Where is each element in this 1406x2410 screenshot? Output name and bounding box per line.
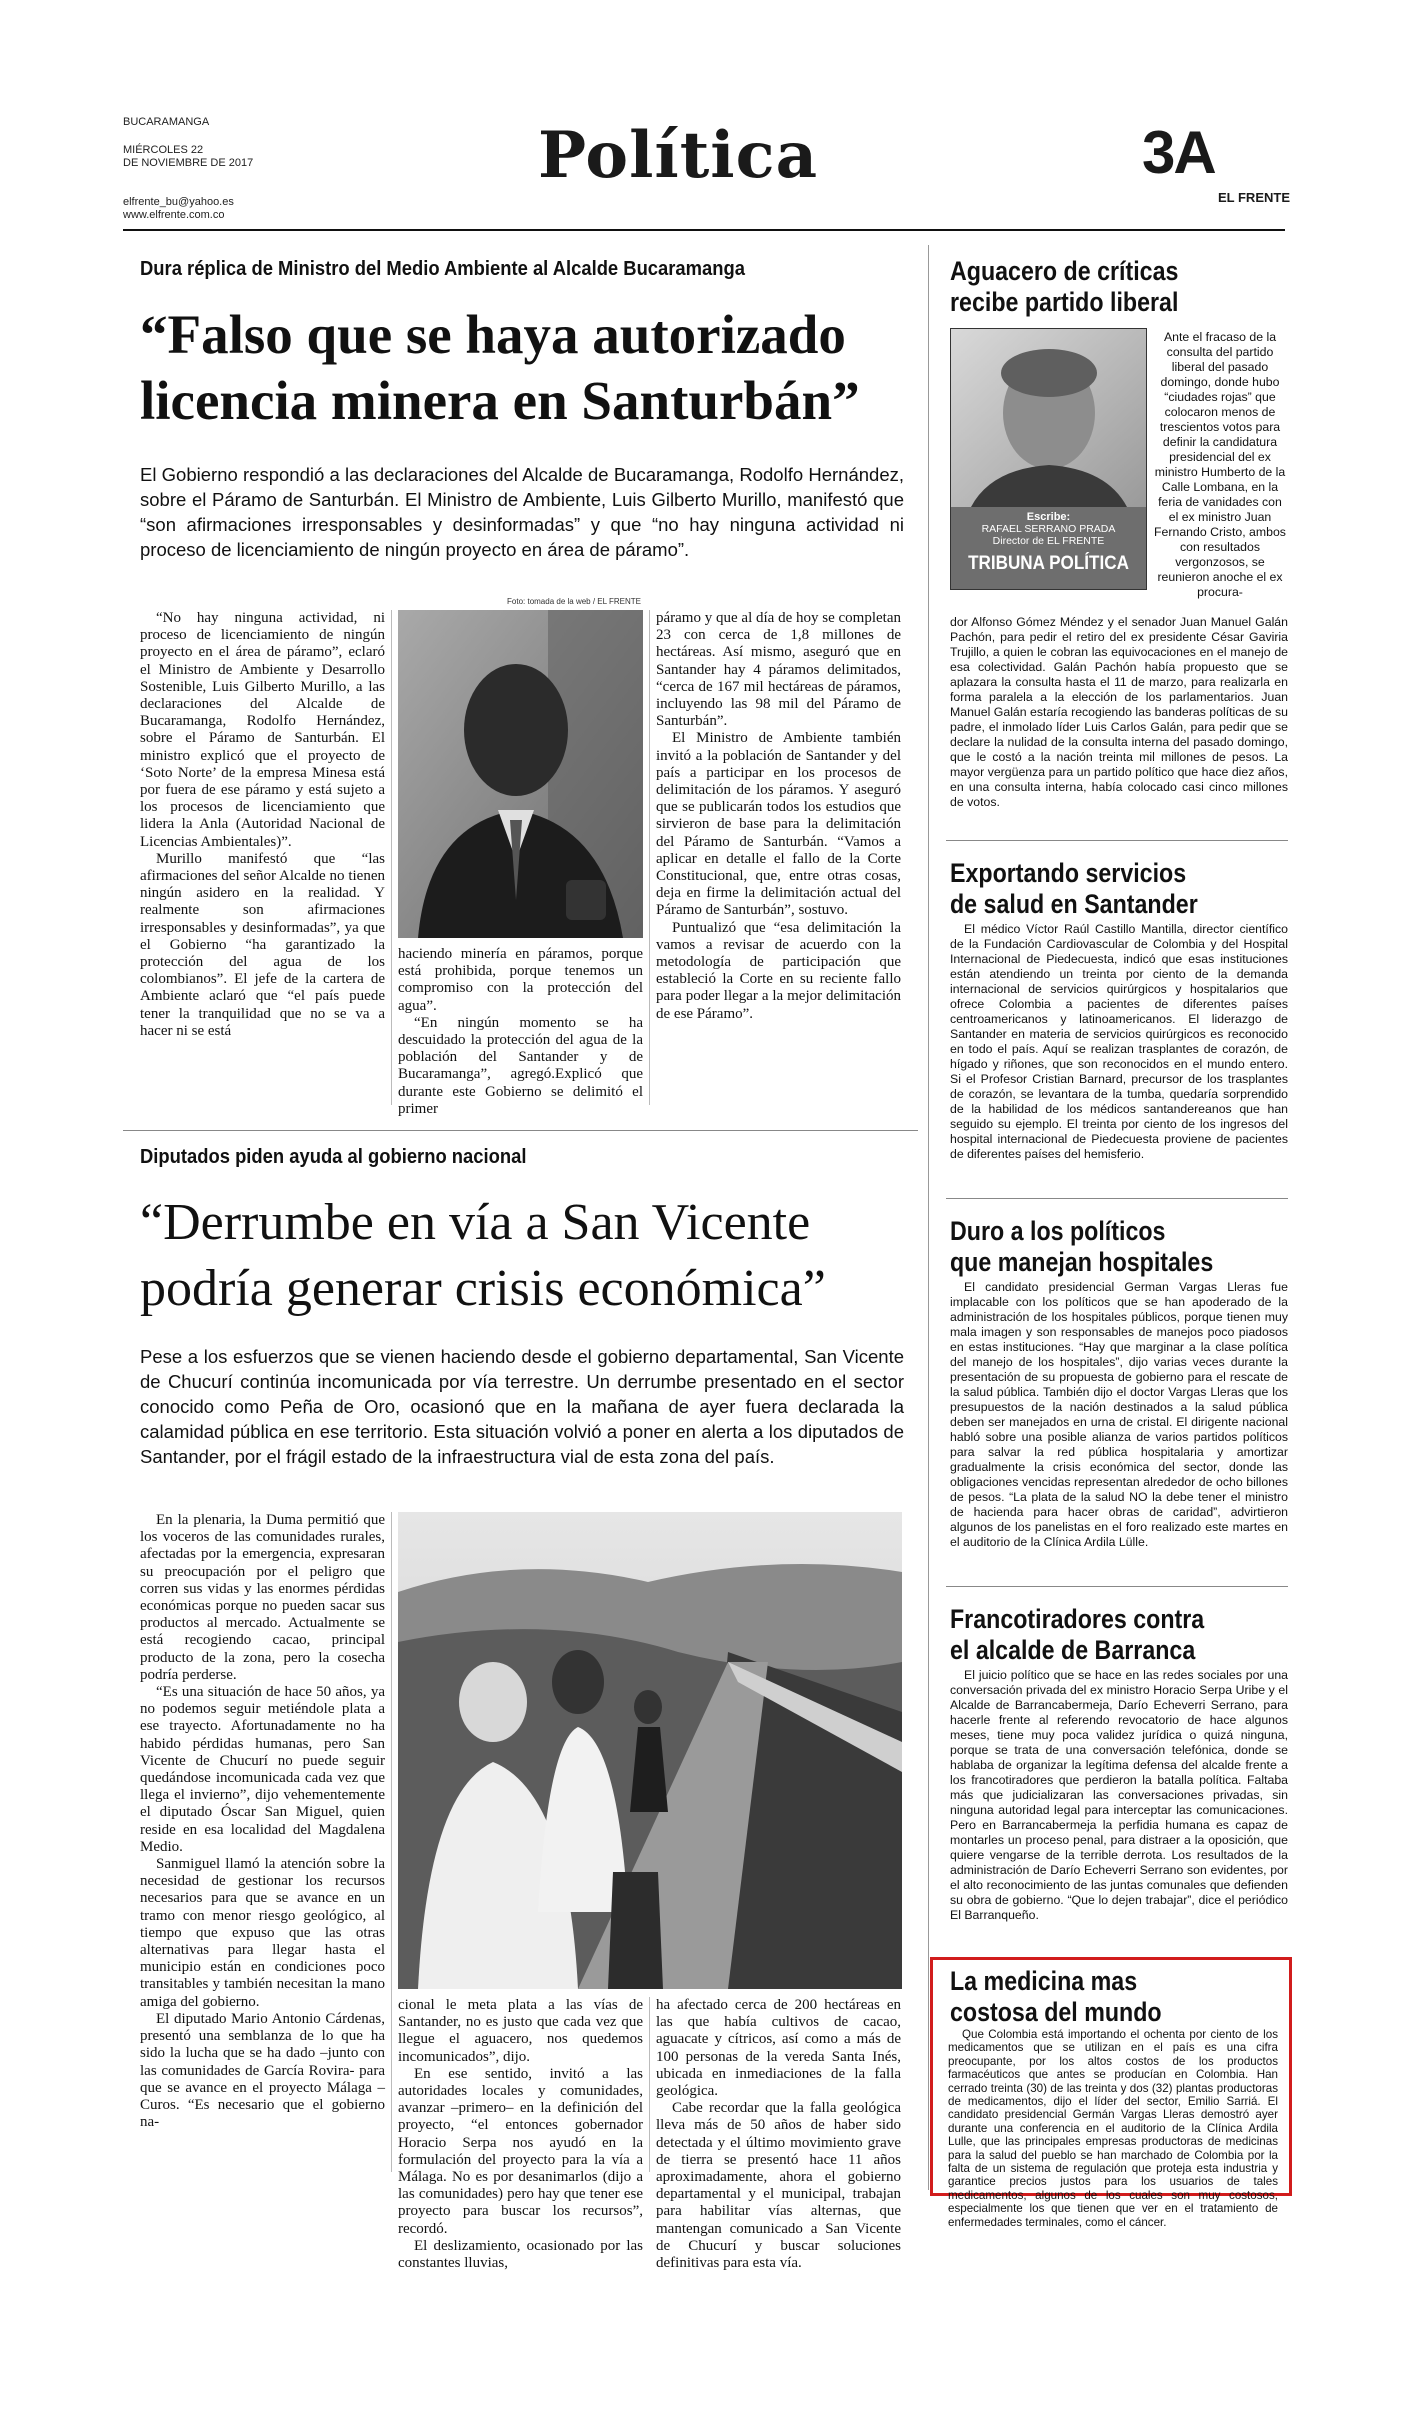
story1-photo-credit: Foto: tomada de la web / EL FRENTE bbox=[507, 597, 641, 606]
paragraph: Murillo manifestó que “las afirmaciones del señor Alcalde no tienen ningún asidero en la realidad. Y realmente son afirmaciones irresponsables y desinformadas”, ya que el Gobierno “ha garantizado la protección del agua de los colombianos”. El jefe de la cartera de Ambiente aclaró que “el país puede tener la tranquilidad que no se va a hacer ni se está bbox=[140, 850, 385, 1039]
header-date-1: MIÉRCOLES 22 bbox=[123, 144, 204, 156]
story1-lede: El Gobierno respondió a las declaraciones del Alcalde de Bucaramanga, Rodolfo Hernández, sobre el Páramo de Santurbán. El Ministro de Ambiente, Luis Gilberto Murillo, manifestó que “son afirmaciones irresponsables y desinformadas” y que “no hay ninguna actividad ni proceso de licenciamiento de ningún proyecto en área de páramo”. bbox=[140, 464, 904, 560]
paragraph: El juicio político que se hace en las redes sociales por una conversación privada del ex ministro Horacio Serpa Uribe y el Alcalde de Barrancabermeja, Darío Echeverri Serrano, para hacerle frente al referendo revocatorio de hace algunos meses, tiene muy poca validez jurídica o quizá ninguna, porque se trata de una conversación telefónica, donde se hablaba de organizar la legítima defensa del alcalde frente a los francotiradores que perdieron la batalla política. Faltaba más que judicializaran las conversaciones privadas, sin ninguna autoridad legal para interceptar las comunicaciones. Pero en Barrancabermeja la perfidia humana es capaz de montarles un proceso penal, para distraer a la oposición, que quiere vengarse de la terrible derrota. Los resultados de la administración de Darío Echeverri Serrano son evidentes, por el alto reconocimiento de las juntas comunales que defienden su obra de gobierno. “Que lo dejen trabajar”, dice el periódico El Barranqueño. bbox=[950, 1668, 1288, 1922]
sidebar-item4-title bbox=[950, 1604, 1204, 1666]
column-rule bbox=[649, 610, 650, 1105]
story2-col3 bbox=[656, 1997, 901, 2272]
story2-headline bbox=[140, 1190, 930, 1322]
title-line: el alcalde de Barranca bbox=[950, 1635, 1196, 1665]
paragraph: Que Colombia está importando el ochenta por ciento de los medicamentos que se utilizan en el país es una cifra preocupante, por los altos costos de los productos farmacéuticos que antes se producían en Colombia. Han cerrado treinta (30) de las treinta y dos (32) plantas productoras de medicamentos, dijo el líder del sector, Emilio Sarriá. El candidato presidencial Germán Vargas Lleras demostró ayer durante una conferencia en el auditorio de la Clínica Ardila Lulle, que las principales empresas productoras de medicinas para la salud del pueblo se han marchado de Colombia por la falta de un sistema de regulación que proteja esta industria y garantice precios justos para los usuarios de tales medicamentos, algunos de los cuales son muy costosos, especialmente los que tienen que ver en el tratamiento de enfermedades terminales, como el cáncer. bbox=[948, 2028, 1278, 2229]
paragraph: En ese sentido, invitó a las autoridades locales y comunidades, avanzar –primero– en la definición del proyecto, “el entonces gobernador Horacio Serpa nos ayudó en la formulación del proyecto para la vía a Málaga. No es por desanimarlos (dijo a las comunidades) pero hay que tener ese proyecto para buscar los recursos”, recordó. bbox=[398, 2065, 643, 2237]
title-line: recibe partido liberal bbox=[950, 287, 1179, 317]
paragraph: “Es una situación de hace 50 años, ya no podemos seguir metiéndole plata a ese trayecto. Afortunadamente no ha habido pérdidas humanas, pero San Vicente de Chucurí no puede seguir quedándose incomunicada cada vez que llega el invierno”, dijo vehementemente el diputado Óscar San Miguel, quien reside en esa localidad del Magdalena Medio. bbox=[140, 1684, 385, 1855]
header-email[interactable]: elfrente_bu@yahoo.es bbox=[123, 196, 234, 208]
header-city: BUCARAMANGA bbox=[123, 116, 210, 128]
section-title: Política bbox=[538, 118, 819, 193]
page-number: 3A bbox=[1142, 119, 1215, 186]
sidebar-separator bbox=[946, 840, 1288, 841]
paragraph: El candidato presidencial German Vargas Lleras fue implacable con los políticos que se han apoderado de la administración de los hospitales públicos, porque tienen muy mala imagen y son responsables de manejos poco piadosos en estas instituciones. “Hay que marginar a la clase política del manejo de los hospitales”, dijo varias veces durante la presentación de su propuesta de gobierno para el rescate de la salud pública. También dijo el doctor Vargas Lleras que los presupuestos de la nación destinados a la salud pública deben ser manejados en urna de cristal. El dirigente nacional habló sobre una posible alianza de varios partidos políticos para salvar la red pública hospitalaria y amortizar gradualmente la crisis económica del sector, donde las obligaciones vencidas representan alrededor de ocho billones de pesos. “La plata de la salud NO la debe tener el ministro de hacienda para hacer obras de caridad”, advirtieron algunos de los panelistas en el foro realizado este martes en el auditorio de la Clínica Ardila Lülle. bbox=[950, 1280, 1288, 1549]
paragraph: El médico Víctor Raúl Castillo Mantilla, director científico de la Fundación Cardiovascular de Colombia y del Hospital Internacional de Piedecuesta, indicó que esas instituciones están atendiendo un treinta por ciento de la demanda internacional de servicios quirúrgicos y hospitalarios que ofrece Colombia a pacientes de diferentes países centroamericanos y latinoamericanos. El liderazgo de Santander en materia de servicios quirúrgicos es reconocido en todo el país. Aquí se realizan trasplantes de corazón, de hígado y riñones, que son reconocidos en el mundo entero. Si el Profesor Cristian Barnard, precursor de los trasplantes de corazón, se levantara de la tumba, quedaría sorprendido de la habilidad de los médicos santandereanos que han seguido su ejemplo. El treinta por ciento de los ingresos del hospital internacional de Piedecuesta proviene de pacientes de diferentes países del hemisferio. bbox=[950, 922, 1288, 1161]
paragraph: El diputado Mario Antonio Cárdenas, presentó una semblanza de lo que ha sido la lucha que se ha dado –junto con las comunidades de García Rovira- para que se avance en el proyecto Málaga – Curos. “Es necesario que el gobierno na- bbox=[140, 2010, 385, 2131]
writes-label: Escribe: bbox=[1026, 511, 1071, 523]
title-line: de salud en Santander bbox=[950, 889, 1198, 919]
brand-label: EL FRENTE bbox=[1218, 190, 1290, 205]
sidebar-item3-text bbox=[950, 1280, 1288, 1550]
author-role: Director de EL FRENTE bbox=[992, 535, 1105, 547]
story1-kicker: Dura réplica de Ministro del Medio Ambiente al Alcalde Bucaramanga bbox=[140, 258, 745, 280]
columnist-portrait bbox=[951, 329, 1146, 507]
landslide-photo bbox=[398, 1512, 902, 1989]
header-web[interactable]: www.elfrente.com.co bbox=[123, 209, 225, 221]
column-name: TRIBUNA POLÍTICA bbox=[968, 553, 1129, 574]
story-separator bbox=[123, 1130, 918, 1131]
minister-photo bbox=[398, 610, 643, 938]
landslide-photo-image bbox=[398, 1512, 902, 1989]
author-name: RAFAEL SERRANO PRADA bbox=[981, 523, 1116, 535]
columnist-caption bbox=[951, 507, 1146, 589]
minister-photo-image bbox=[398, 610, 643, 938]
paragraph: Puntualizó que “esa delimitación la vamos a revisar de acuerdo con la metodología de participación que estableció la Corte en su reciente fallo para poder llegar a la mejor delimitación de ese Páramo”. bbox=[656, 919, 901, 1022]
title-line: costosa del mundo bbox=[950, 1997, 1162, 2027]
paragraph: “En ningún momento se ha descuidado la protección del agua de la población del Santander y de Bucaramanga”, agregó.Explicó que durante este Gobierno se delimitó el primer bbox=[398, 1014, 643, 1117]
sidebar-divider bbox=[928, 245, 929, 2190]
sidebar-separator bbox=[946, 1198, 1288, 1199]
sidebar-item4-text bbox=[950, 1668, 1288, 1923]
story2-kicker: Diputados piden ayuda al gobierno nacional bbox=[140, 1146, 527, 1168]
paragraph: cional le meta plata a las vías de Santander, no es justo que cada vez que llegue el aguacero, nos quedemos incomunicados”, dijo. bbox=[398, 1997, 643, 2065]
sidebar-item2-title bbox=[950, 858, 1198, 920]
sidebar-item2-text bbox=[950, 922, 1288, 1162]
story2-lede: Pese a los esfuerzos que se vienen haciendo desde el gobierno departamental, San Vicente de Chucurí continúa incomunicada por vía terrestre. Un derrumbe presentado en el sector conocido como Peña de Oro, ocasionó que en la mañana de ayer fuera declarada la calamidad pública en ese territorio. Esta situación volvió a poner en alerta a los diputados de Santander, por el frágil estado de la infraestructura vial de esta zona del país. bbox=[140, 1346, 904, 1467]
column-rule bbox=[391, 1512, 392, 2172]
header-rule bbox=[123, 229, 1285, 231]
sidebar-item5-text bbox=[948, 2028, 1278, 2229]
story1-headline bbox=[140, 302, 920, 434]
sidebar-separator bbox=[946, 1586, 1288, 1587]
sidebar-item1-text: dor Alfonso Gómez Méndez y el senador Juan Manuel Galán Pachón, para pedir el retiro del ex presidente César Gaviria Trujillo, a quien le cobran las equivocaciones en el manejo de esa colectividad. Galán Pachón había propuesto que se aplazara la consulta hasta el 11 de marzo, para realizarla en forma paralela a la elección de los parlamentarios. Juan Manuel Galán estaría recogiendo las banderas políticas de su padre, el inmolado líder Luis Carlos Galán, para pedir que se declare la nulidad de la consulta interna del pasado domingo, que le costó a la nación treinta mil millones de pesos. La mayor vergüenza para un partido político que hace diez años, en una consulta interna, había colocado casi cinco millones de votos. bbox=[950, 615, 1288, 809]
column-rule bbox=[649, 1997, 650, 2172]
story1-headline-line1: “Falso que se haya autorizado bbox=[140, 304, 846, 365]
story2-col2 bbox=[398, 1997, 643, 2272]
columnist-portrait-box bbox=[950, 328, 1147, 590]
paragraph: páramo y que al día de hoy se completan 23 con cerca de 1,8 millones de hectáreas. Así mismo, aseguró que en Santander hay 4 páramos delimitados, “cerca de 167 mil hectáreas de páramos, incluyendo las 98 mil del Páramo de Santurbán”. bbox=[656, 610, 901, 730]
title-line: Francotiradores contra bbox=[950, 1604, 1205, 1634]
sidebar-item1-narrow-text: Ante el fracaso de la consulta del partido liberal del pasado domingo, donde hubo “ciudades rojas” que colocaron menos de trescientos votos para definir la candidatura presidencial del ex ministro Humberto de la Calle Lombana, en la feria de vanidades con el ex ministro Juan Fernando Cristo, ambos con resultados vergonzosos, se reunieron anoche el ex procura- bbox=[1154, 330, 1286, 599]
sidebar-item3-title bbox=[950, 1216, 1213, 1278]
column-rule bbox=[391, 610, 392, 1105]
paragraph: “No hay ninguna actividad, ni proceso de licenciamiento de ningún proyecto en el área de páramo”, eclaró el Ministro de Ambiente y Desarrollo Sostenible, Luis Gilberto Murillo, a las declaraciones del Alcalde de Bucaramanga, Rodolfo Hernández, sobre el Páramo de Santurbán. El ministro explicó que el proyecto de ‘Soto Norte’ de la empresa Minesa está por fuera de ese páramo y está sujeto a los procesos de licenciamiento que lidera la Anla (Autoridad Nacional de Licencias Ambientales)”. bbox=[140, 610, 385, 850]
story2-headline-line2: podría generar crisis económica” bbox=[140, 1260, 826, 1317]
sidebar-item1-title bbox=[950, 256, 1178, 318]
title-line: que manejan hospitales bbox=[950, 1247, 1214, 1277]
paragraph: El deslizamiento, ocasionado por las constantes lluvias, bbox=[398, 2237, 643, 2272]
paragraph: haciendo minería en páramos, porque está prohibida, porque tenemos un compromiso con la protección del agua”. bbox=[398, 946, 643, 1014]
story1-headline-line2: licencia minera en Santurbán” bbox=[140, 370, 860, 431]
story1-col1 bbox=[140, 610, 385, 1040]
paragraph: ha afectado cerca de 200 hectáreas en las que había cultivos de cacao, aguacate y cítricos, así como a más de 100 personas de la vereda Santa Inés, ubicada en inmediaciones de la falla geológica. bbox=[656, 1997, 901, 2100]
title-line: Duro a los políticos bbox=[950, 1216, 1166, 1246]
sidebar-item5-title bbox=[950, 1966, 1162, 2028]
paragraph: En la plenaria, la Duma permitió que los voceros de las comunidades rurales, afectadas por la emergencia, expresaran su preocupación por el peligro que corren sus vidas y las enormes pérdidas económicas porque no pueden sacar sus productos al mercado. Actualmente se está recogiendo cacao, principal producto de la zona, pero la cosecha podría perderse. bbox=[140, 1512, 385, 1683]
header-date-2: DE NOVIEMBRE DE 2017 bbox=[123, 157, 254, 169]
story1-col2 bbox=[398, 946, 643, 1118]
paragraph: Sanmiguel llamó la atención sobre la necesidad de gestionar los recursos necesarios para que se avance en un tramo con menor riesgo geológico, al tiempo que expuso que las otras alternativas para llegar hasta el municipio están en condiciones poco transitables y también necesitan la mano amiga del gobierno. bbox=[140, 1856, 385, 2010]
title-line: Aguacero de críticas bbox=[950, 256, 1179, 286]
story2-col1 bbox=[140, 1512, 385, 2131]
story1-col3 bbox=[656, 610, 901, 1023]
paragraph: El Ministro de Ambiente también invitó a la población de Santander y del país a participar en los procesos de delimitación de los páramos. Y aseguró que se publicarán todos los estudios que sirvieron de base para la delimitación del Páramo de Santurbán. “Vamos a aplicar en detalle el fallo de la Corte Constitucional, que, entre otras cosas, deja en firme la delimitación actual del Páramo de Santurbán”, sostuvo. bbox=[656, 730, 901, 919]
story2-headline-line1: “Derrumbe en vía a San Vicente bbox=[140, 1194, 811, 1251]
title-line: Exportando servicios bbox=[950, 858, 1187, 888]
title-line: La medicina mas bbox=[950, 1966, 1138, 1996]
paragraph: Cabe recordar que la falla geológica lleva más de 50 años de haber sido detectada y el último movimiento grave de tierra se presentó hace 11 años aproximadamente, ahora el gobierno departamental y el municipal, trabajan para habilitar vías alternas, que mantengan comunicado a San Vicente de Chucurí y buscar soluciones definitivas para esta vía. bbox=[656, 2100, 901, 2272]
